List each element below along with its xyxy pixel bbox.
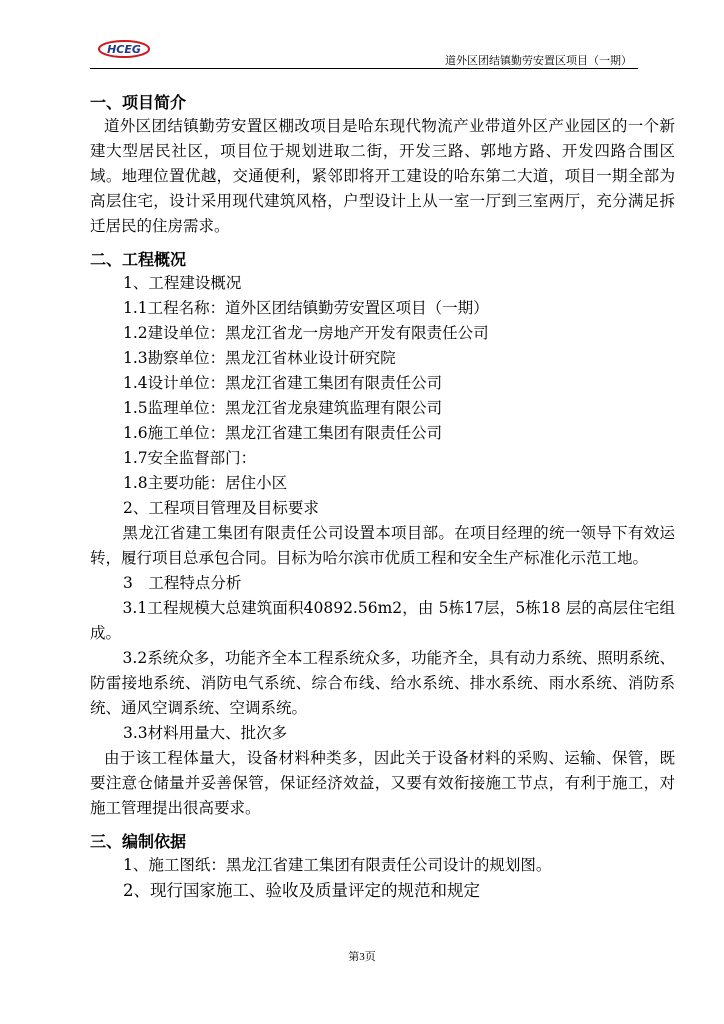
paragraph: 3.2系统众多，功能齐全本工程系统众多，功能齐全，具有动力系统、照明系统、防雷接地系统、消防电气系统、综合布线、给水系统、排水系统、雨水系统、消防系统、通风空调系统、空调系统。	[90, 649, 675, 717]
list-item: 1.3勘察单位：黑龙江省林业设计研究院	[123, 349, 396, 367]
list-item: 1.4设计单位：黑龙江省建工集团有限责任公司	[123, 374, 443, 392]
document-body	[90, 92, 675, 903]
list-item: 1.1工程名称：道外区团结镇勤劳安置区项目（一期）	[123, 299, 489, 317]
section-1-body: 道外区团结镇勤劳安置区棚改项目是哈东现代物流产业带道外区产业园区的一个新建大型居民社区，项目位于规划进取二街，开发三路、郭地方路、开发四路合围区域。地理位置优越，交通便利，紧邻即将开工建设的哈东第二大道，项目一期全部为高层住宅，设计采用现代建筑风格，户型设计上从一室一厅到三室两厅，充分满足拆迁居民的住房需求。	[90, 117, 675, 235]
svg-text:HCEG: HCEG	[107, 43, 141, 56]
header-title: 道外区团结镇勤劳安置区项目（一期）	[445, 54, 632, 67]
list-item: 1.5监理单位：黑龙江省龙泉建筑监理有限公司	[123, 399, 443, 417]
subsection-heading: 3 工程特点分析	[123, 574, 242, 592]
paragraph: 3.1工程规模大总建筑面积40892.56m2，由 5栋17层，5栋18 层的高层住宅组成。	[90, 599, 675, 642]
paragraph: 黑龙江省建工集团有限责任公司设置本项目部。在项目经理的统一领导下有效运转，履行项目总承包合同。目标为哈尔滨市优质工程和安全生产标准化示范工地。	[90, 524, 675, 567]
list-item: 2、现行国家施工、验收及质量评定的规范和规定	[123, 881, 480, 900]
subsection-heading: 1、工程建设概况	[123, 274, 242, 292]
list-item: 1、施工图纸：黑龙江省建工集团有限责任公司设计的规划图。	[123, 856, 552, 874]
list-item: 1.6施工单位：黑龙江省建工集团有限责任公司	[123, 424, 443, 442]
subsection-heading: 2、工程项目管理及目标要求	[123, 499, 319, 517]
subsection-heading: 3.3材料用量大、批次多	[123, 724, 288, 742]
company-logo	[98, 38, 150, 60]
paragraph: 由于该工程体量大，设备材料种类多，因此关于设备材料的采购、运输、保管，既要注意仓储量并妥善保管，保证经济效益，又要有效衔接施工节点，有利于施工，对施工管理提出很高要求。	[90, 749, 675, 817]
page-header	[90, 38, 638, 70]
header-divider	[90, 68, 638, 69]
section-3-heading: 三、编制依据	[90, 832, 187, 851]
list-item: 1.8主要功能：居住小区	[123, 474, 288, 492]
section-2-heading: 二、工程概况	[90, 250, 187, 269]
page-number: 第3页	[348, 951, 376, 963]
section-1-heading: 一、项目简介	[90, 93, 187, 112]
list-item: 1.2建设单位：黑龙江省龙一房地产开发有限责任公司	[123, 324, 489, 342]
list-item: 1.7安全监督部门：	[123, 449, 257, 467]
